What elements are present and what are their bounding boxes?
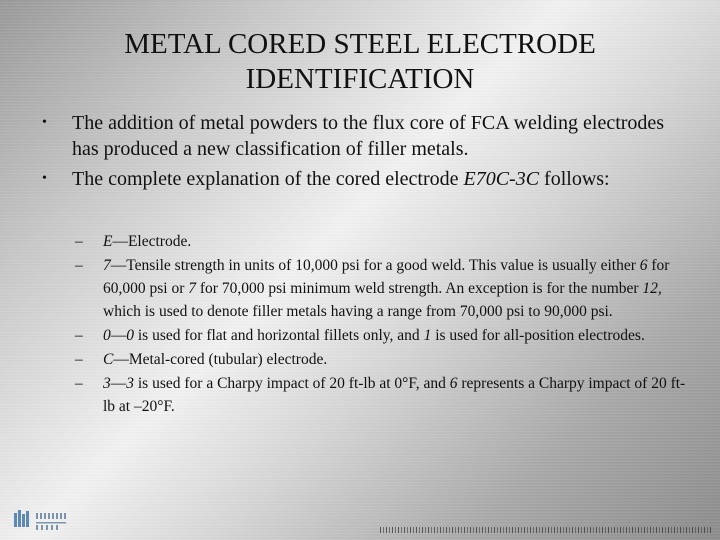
dash-glyph: – [75, 257, 83, 274]
bullet-glyph: • [42, 171, 47, 186]
sub-text: — [110, 327, 127, 344]
sub-key: C [103, 351, 114, 368]
sub-key: 7 [103, 257, 111, 274]
dash-glyph: – [75, 327, 83, 344]
sub-text: is used for all-position electrodes. [431, 327, 645, 344]
dash-glyph: – [75, 351, 83, 368]
sub-emphasis: 6 [639, 257, 648, 274]
dash-glyph: – [75, 375, 83, 392]
sub-emphasis: 7 [188, 280, 196, 297]
publisher-logo-icon [10, 505, 90, 535]
sub-emphasis: 12, [642, 280, 662, 297]
sub-text: — [110, 375, 127, 392]
sub-key: E [103, 233, 113, 250]
sub-emphasis: 3 [126, 375, 134, 392]
sub-text: is used for flat and horizontal fillets only, and [134, 327, 424, 344]
bullet-item [38, 166, 678, 192]
sub-key: 3 [103, 375, 111, 392]
bullet-glyph: • [42, 115, 47, 130]
sub-text: is used for a Charpy impact of 20 ft-lb at 0°F, and [134, 375, 450, 392]
sub-text: for 60,000 psi or [103, 257, 670, 297]
bullet-item [38, 110, 678, 162]
sub-text: —Electrode. [112, 233, 192, 250]
slide-title [60, 27, 660, 97]
sub-item-3 [75, 372, 687, 418]
sub-item-e [75, 230, 687, 253]
title-line-1: METAL CORED STEEL ELECTRODE [124, 28, 596, 60]
sub-list [75, 230, 687, 419]
sub-text: which is used to denote filler metals having a range from 70,000 psi to 90,000 psi. [103, 303, 613, 320]
bullet-text-before: The complete explanation of the cored electrode [72, 168, 464, 190]
bullet-list [38, 110, 678, 196]
sub-emphasis: 6 [449, 375, 458, 392]
sub-text: —Tensile strength in units of 10,000 psi for a good weld. This value is usually either [110, 257, 640, 274]
sub-item-7 [75, 254, 687, 323]
sub-key: 0 [103, 327, 111, 344]
bullet-text: The addition of metal powders to the flux core of FCA welding electrodes has produced a new classification of filler metals. [72, 112, 665, 160]
sub-text: represents a Charpy impact of 20 ft-lb at –20°F. [103, 375, 686, 415]
sub-emphasis: 1 [423, 327, 432, 344]
sub-emphasis: 0 [126, 327, 134, 344]
dash-glyph: – [75, 233, 83, 250]
footer-barcode-strip [380, 527, 712, 533]
sub-item-0 [75, 324, 687, 347]
sub-text: for 70,000 psi minimum weld strength. An exception is for the number [196, 280, 643, 297]
sub-text: —Metal-cored (tubular) electrode. [113, 351, 328, 368]
title-line-2: IDENTIFICATION [245, 63, 475, 95]
bullet-emphasis: E70C-3C [463, 168, 540, 190]
sub-item-c [75, 348, 687, 371]
bullet-text-after: follows: [539, 168, 610, 190]
